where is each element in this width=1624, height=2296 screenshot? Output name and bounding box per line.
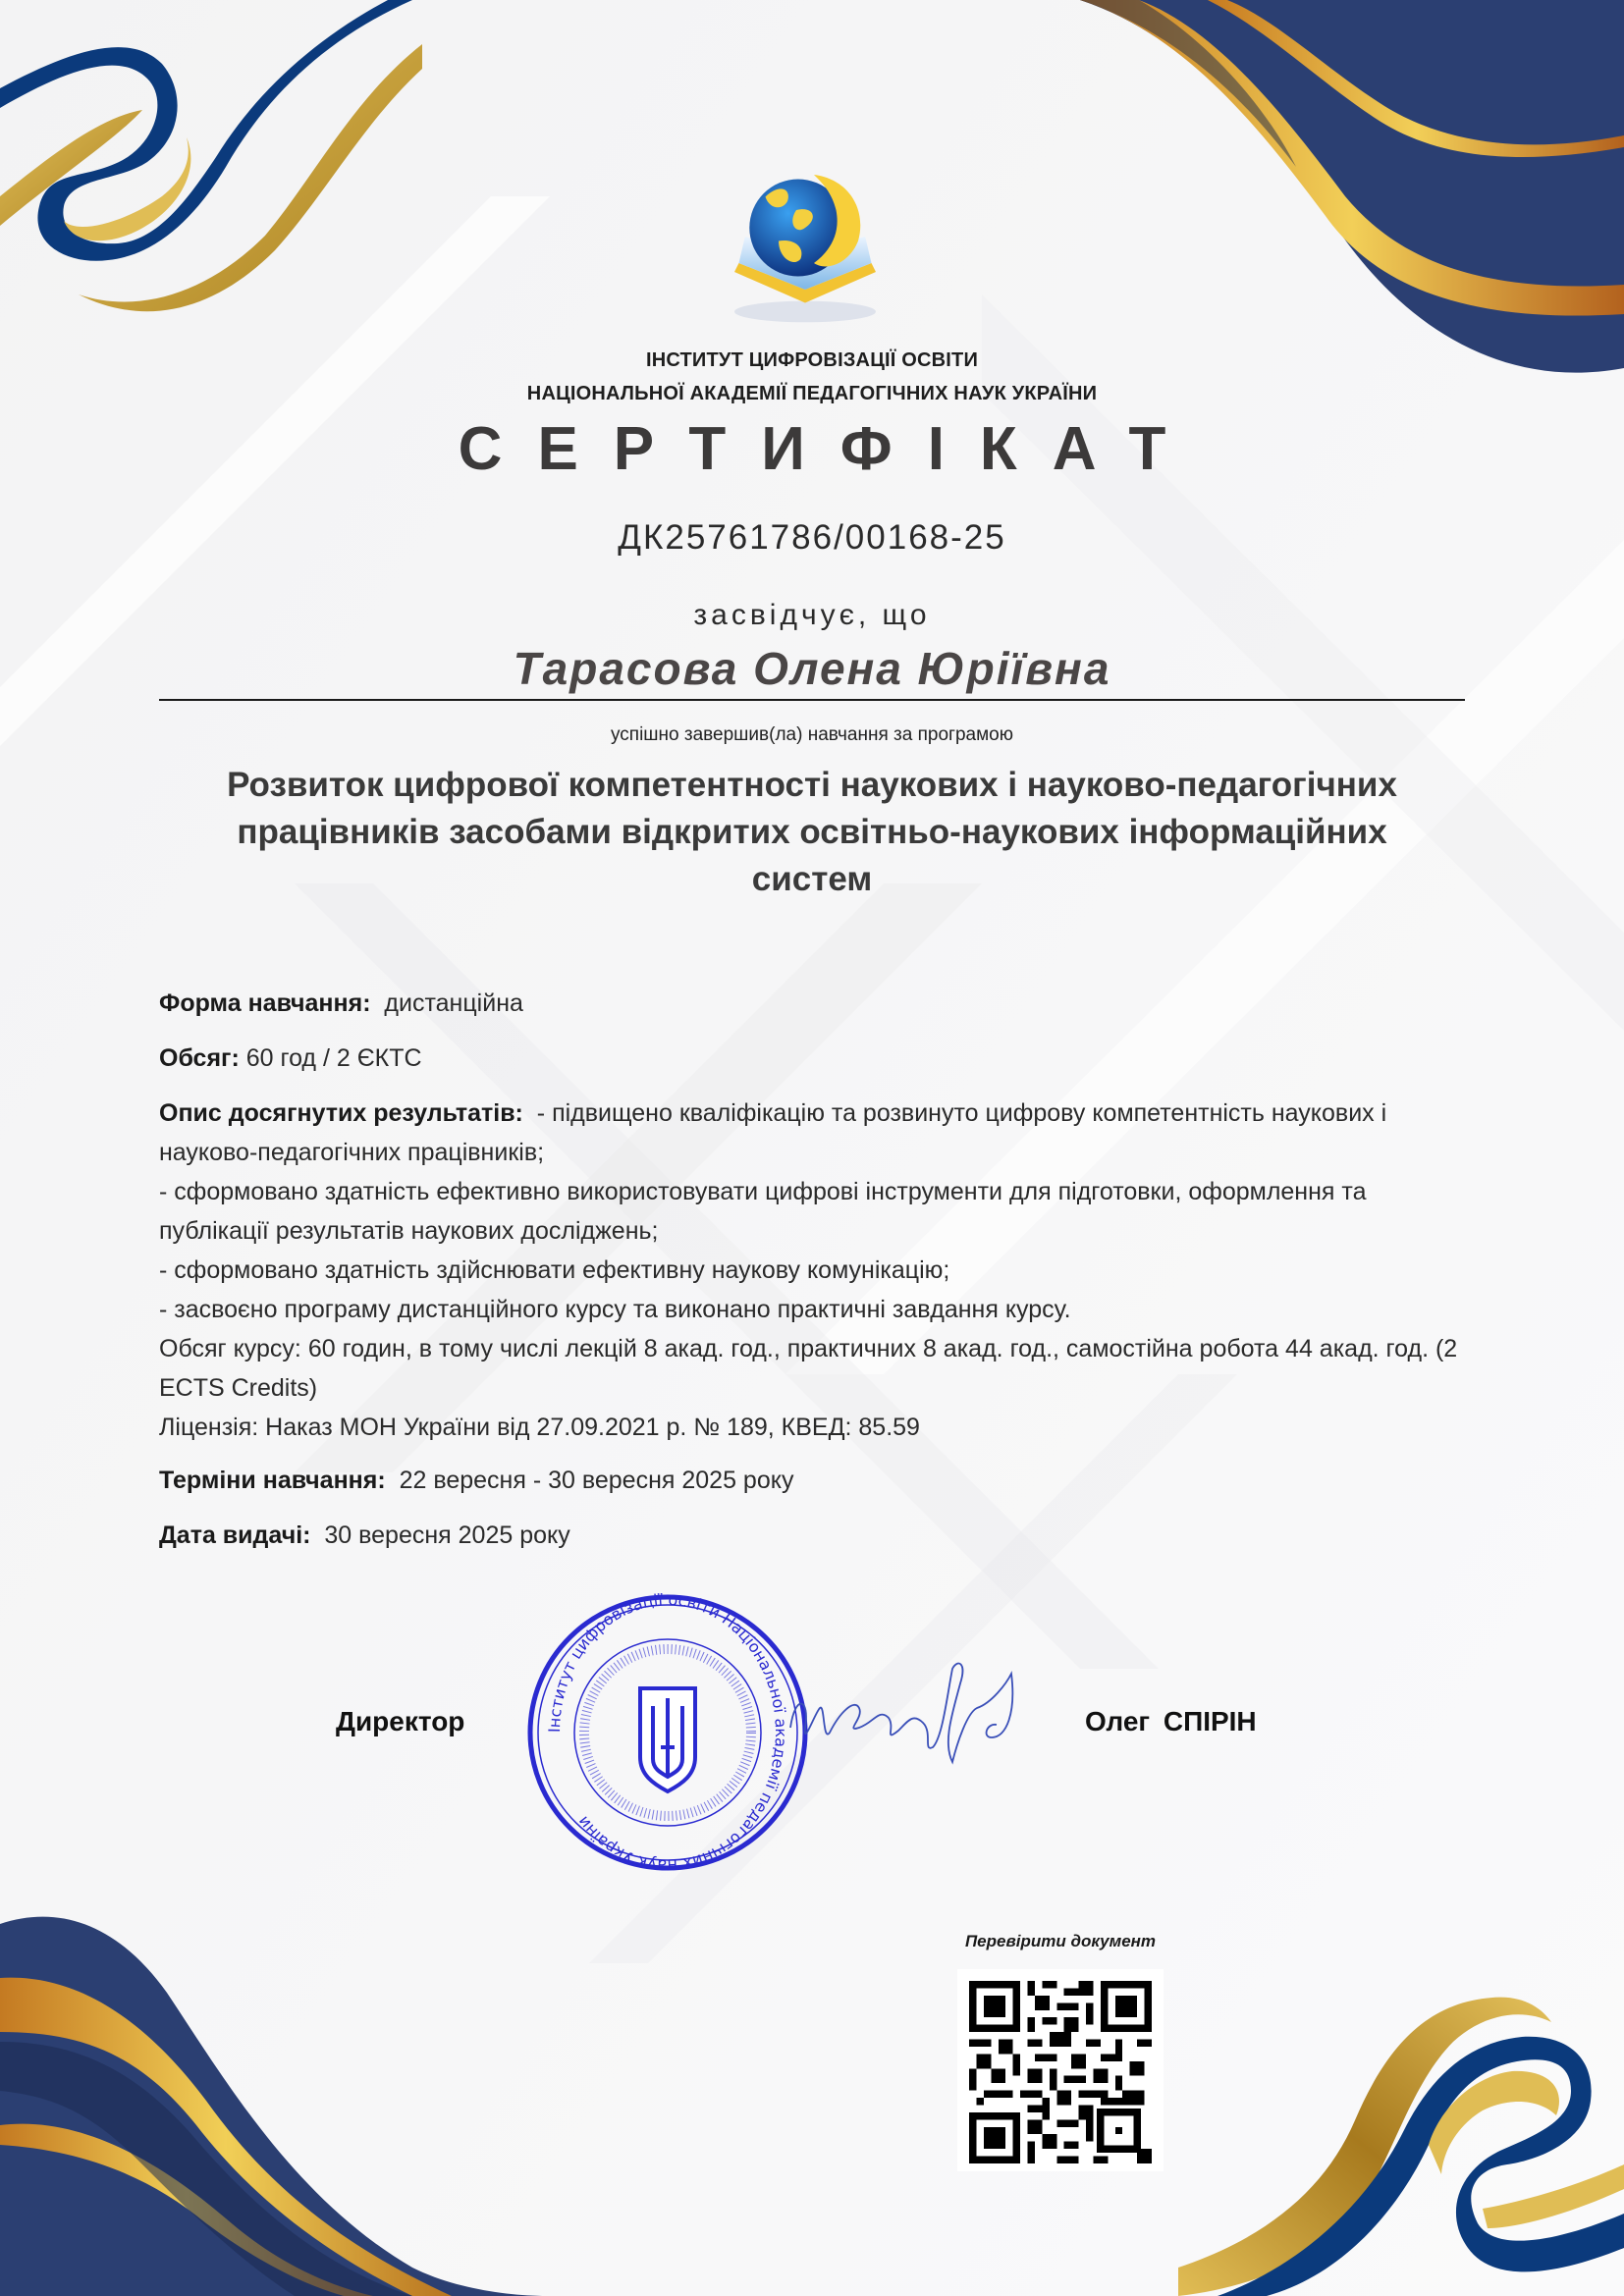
certificate-title: СЕРТИФІКАТ: [458, 415, 1202, 483]
issue-date-row: [159, 1516, 1475, 1555]
program-title: Розвиток цифрової компетентності наукових і науково-педагогічних працівників засобами відкритих освітньо-наукових інформаційних систем: [227, 766, 1397, 898]
results-line: - підвищено кваліфікацію та розвинуто цифрову компетентність наукових і науково-педагогічних працівників;: [159, 1099, 1387, 1166]
verify-document-label: Перевірити документ: [964, 1932, 1157, 1950]
license-line: Ліцензія: Наказ МОН України від 27.09.2021 р. № 189, КВЕД: 85.59: [159, 1414, 920, 1441]
director-title: Директор: [336, 1706, 465, 1736]
issue-date-label: Дата видачі:: [159, 1522, 311, 1549]
results-row: [159, 1094, 1475, 1447]
volume-value: 60 год / 2 ЄКТС: [245, 1044, 422, 1072]
results-line: - засвоєно програму дистанційного курсу та виконано практичні завдання курсу.: [159, 1296, 1071, 1323]
director-name: Олег СПІРІН: [1085, 1706, 1257, 1736]
certificate-number: ДК25761786/00168-25: [618, 518, 1006, 557]
issue-date-value: 30 вересня 2025 року: [324, 1522, 570, 1549]
director-signature: [785, 1654, 1041, 1772]
volume-label: Обсяг:: [159, 1044, 240, 1072]
course-volume-line: Обсяг курсу: 60 годин, в тому числі лекцій 8 акад. год., практичних 8 акад. год., самостійна робота 44 акад. год. (2 ECTS Credits): [159, 1335, 1458, 1402]
globe-book-logo-icon: [717, 157, 893, 334]
study-terms-value: 22 вересня - 30 вересня 2025 року: [399, 1467, 794, 1494]
results-label: Опис досягнутих результатів:: [159, 1099, 523, 1127]
study-terms-row: [159, 1461, 1475, 1500]
study-form-label: Форма навчання:: [159, 989, 371, 1017]
study-terms-label: Терміни навчання:: [159, 1467, 386, 1494]
study-form-value: дистанційна: [384, 989, 523, 1017]
certificate-details: [159, 984, 1475, 1555]
results-line: - сформовано здатність ефективно використовувати цифрові інструменти для підготовки, оформлення та публікації результатів наукових досліджень;: [159, 1178, 1367, 1245]
institute-name-line-2: НАЦІОНАЛЬНОЇ АКАДЕМІЇ ПЕДАГОГІЧНИХ НАУК УКРАЇНИ: [526, 383, 1098, 404]
official-stamp-icon: [515, 1590, 820, 1875]
certifies-text: засвідчує, що: [693, 599, 931, 631]
svg-text:Інститут цифровізації освіти Н: Інститут цифровізації освіти Національної академії педагогічних наук України: [544, 1590, 791, 1875]
study-form-row: [159, 984, 1475, 1023]
volume-row: [159, 1039, 1475, 1078]
recipient-name: Тарасова Олена Юріївна: [513, 643, 1111, 694]
verification-qr-code[interactable]: [957, 1969, 1164, 2171]
institute-name-line-1: ІНСТИТУТ ЦИФРОВІЗАЦІЇ ОСВІТИ: [645, 349, 979, 371]
name-underline-divider: [159, 699, 1465, 701]
results-line: - сформовано здатність здійснювати ефективну наукову комунікацію;: [159, 1256, 950, 1284]
completed-program-text: успішно завершив(ла) навчання за програмою: [611, 724, 1013, 745]
qr-code-icon: [969, 1981, 1152, 2163]
